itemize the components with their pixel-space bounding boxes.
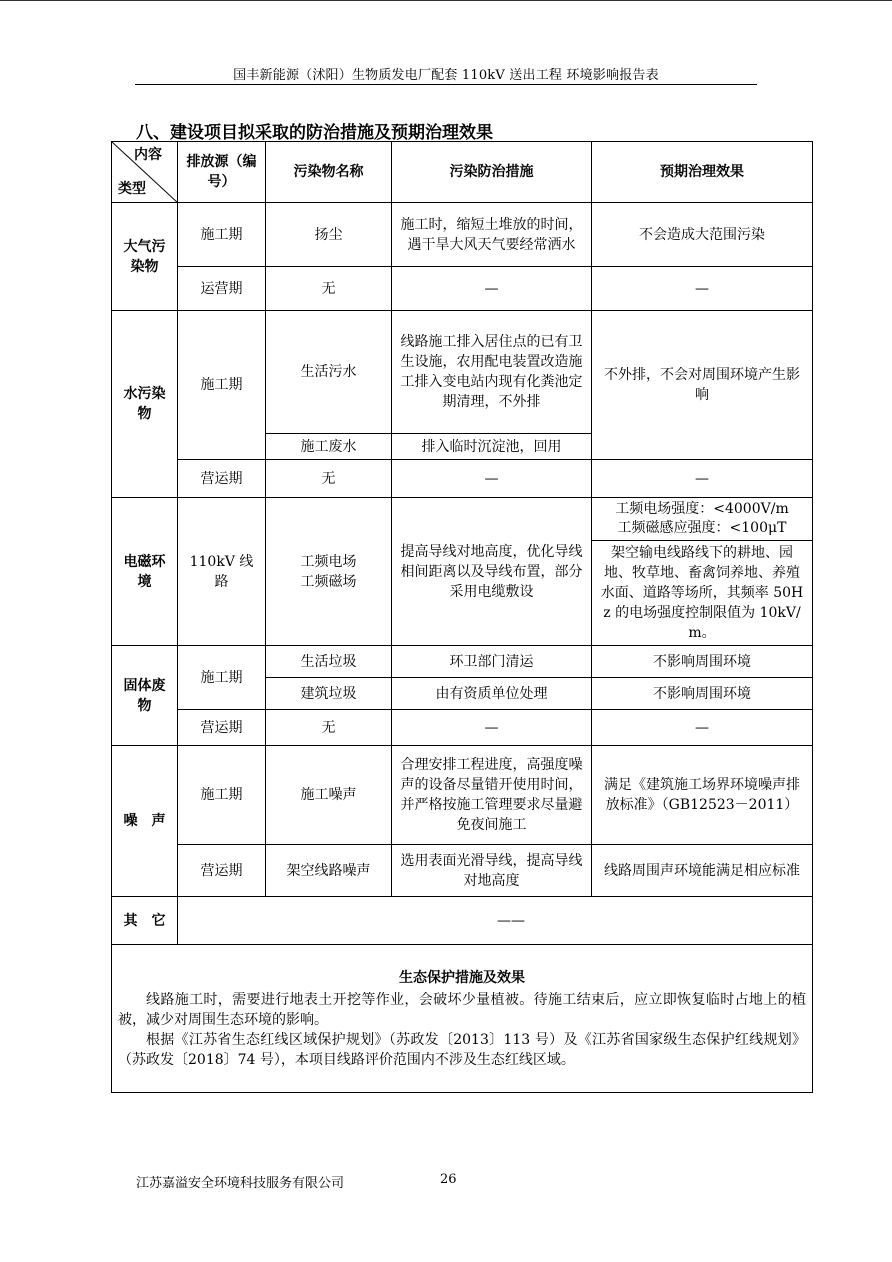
type-water: 水污染物 [112,311,178,498]
table-row [112,945,813,1093]
type-other: 其 它 [112,897,178,945]
type-air: 大气污染物 [112,203,178,311]
footer-company: 江苏嘉溢安全环境科技服务有限公司 [136,1176,345,1191]
table-row [112,267,813,311]
water-wastewater-measure: 排入临时沉淀池，回用 [392,434,592,460]
water-operation-measure: — [392,460,592,498]
noise-operation-measure: 选用表面光滑导线，提高导线对地高度 [392,845,592,897]
table-row [112,203,813,267]
running-head: 国丰新能源（沭阳）生物质发电厂配套 110kV 送出工程 环境影响报告表 [233,68,659,83]
air-operation-pollutant: 无 [266,267,392,311]
eco-section [112,945,813,1093]
eco-paragraph-1: 线路施工时，需要进行地表土开挖等作业，会破坏少量植被。待施工结束后，应立即恢复临时占地上的植被，减少对周围生态环境的影响。 [118,991,806,1028]
noise-operation-effect: 线路周围声环境能满足相应标准 [592,845,813,897]
table-row [112,845,813,897]
table-row [112,311,813,434]
type-solid: 固体废物 [112,646,178,746]
em-measure: 提高导线对地高度，优化导线相间距离以及导线布置，部分采用电缆敷设 [392,498,592,646]
em-effect-field: 工频电场强度：<4000V/m [615,501,789,517]
header-effect: 预期治理效果 [592,142,813,203]
noise-operation-pollutant: 架空线路噪声 [266,845,392,897]
table-row [112,710,813,746]
solid-operation-measure: — [392,710,592,746]
eco-title: 生态保护措施及效果 [399,969,525,986]
table-row [112,498,813,541]
running-head-rule [135,84,757,85]
water-operation-period: 营运期 [178,460,266,498]
solid-building-measure: 由有资质单位处理 [392,678,592,710]
water-operation-effect: — [592,460,813,498]
corner-label-content: 内容 [134,147,162,163]
noise-construction-measure: 合理安排工程进度，高强度噪声的设备尽量错开使用时间，并严格按施工管理要求尽量避免夜间施工 [392,746,592,845]
em-pollutant-field: 工频电场 [300,553,357,570]
em-source: 110kV 线路 [178,498,266,646]
noise-operation-period: 营运期 [178,845,266,897]
table-row [112,897,813,945]
table-row [112,746,813,845]
diagonal-header-cell [112,142,178,203]
header-pollutant: 污染物名称 [266,142,392,203]
em-effect-note: 架空输电线路线下的耕地、园地、牧草地、畜禽饲养地、养殖水面、道路等场所，其频率 50Hz 的电场强度控制限值为 10kV/m。 [592,541,813,646]
em-pollutant-magnetic: 工频磁场 [300,573,357,590]
solid-building-pollutant: 建筑垃圾 [266,678,392,710]
solid-operation-period: 营运期 [178,710,266,746]
solid-domestic-effect: 不影响周围环境 [592,646,813,678]
eco-paragraph-2: 根据《江苏省生态红线区域保护规划》（苏政发〔2013〕113 号）及《江苏省国家级生态保护红线规划》（苏政发〔2018〕74 号），本项目线路评价范围内不涉及生态红线区域。 [118,1031,806,1068]
air-operation-period: 运营期 [178,267,266,311]
air-operation-effect: — [592,267,813,311]
solid-building-effect: 不影响周围环境 [592,678,813,710]
table-header-row [112,142,813,203]
page-top-rule [0,0,892,1]
type-em: 电磁环境 [112,498,178,646]
water-domestic-measure: 线路施工排入居住点的已有卫生设施，农用配电装置改造施工排入变电站内现有化粪池定期清理，不外排 [392,311,592,434]
water-construction-effect: 不外排，不会对周围环境产生影响 [592,311,813,460]
air-construction-measure: 施工时，缩短土堆放的时间，遇干旱大风天气要经常洒水 [392,203,592,267]
water-domestic-pollutant: 生活污水 [266,311,392,434]
other-content: —— [178,897,813,945]
corner-label-type: 类型 [118,181,146,197]
water-wastewater-pollutant: 施工废水 [266,434,392,460]
noise-construction-pollutant: 施工噪声 [266,746,392,845]
noise-construction-effect: 满足《建筑施工场界环境噪声排放标准》（GB12523－2011） [592,746,813,845]
solid-domestic-pollutant: 生活垃圾 [266,646,392,678]
section-title: 八、建设项目拟采取的防治措施及预期治理效果 [136,123,493,143]
water-operation-pollutant: 无 [266,460,392,498]
air-operation-measure: — [392,267,592,311]
header-source: 排放源（编号） [178,142,266,203]
type-noise: 噪 声 [112,746,178,897]
measures-table [111,141,813,1093]
noise-construction-period: 施工期 [178,746,266,845]
air-construction-period: 施工期 [178,203,266,267]
page-number: 26 [440,1172,457,1187]
air-construction-pollutant: 扬尘 [266,203,392,267]
em-effect-limits [592,498,813,541]
solid-domestic-measure: 环卫部门清运 [392,646,592,678]
table-row [112,460,813,498]
water-construction-period: 施工期 [178,311,266,460]
solid-operation-pollutant: 无 [266,710,392,746]
em-pollutant [266,498,392,646]
air-construction-effect: 不会造成大范围污染 [592,203,813,267]
header-measure: 污染防治措施 [392,142,592,203]
solid-construction-period: 施工期 [178,646,266,710]
solid-operation-effect: — [592,710,813,746]
em-effect-magnetic: 工频磁感应强度：<100μT [617,520,787,536]
table-row [112,646,813,678]
